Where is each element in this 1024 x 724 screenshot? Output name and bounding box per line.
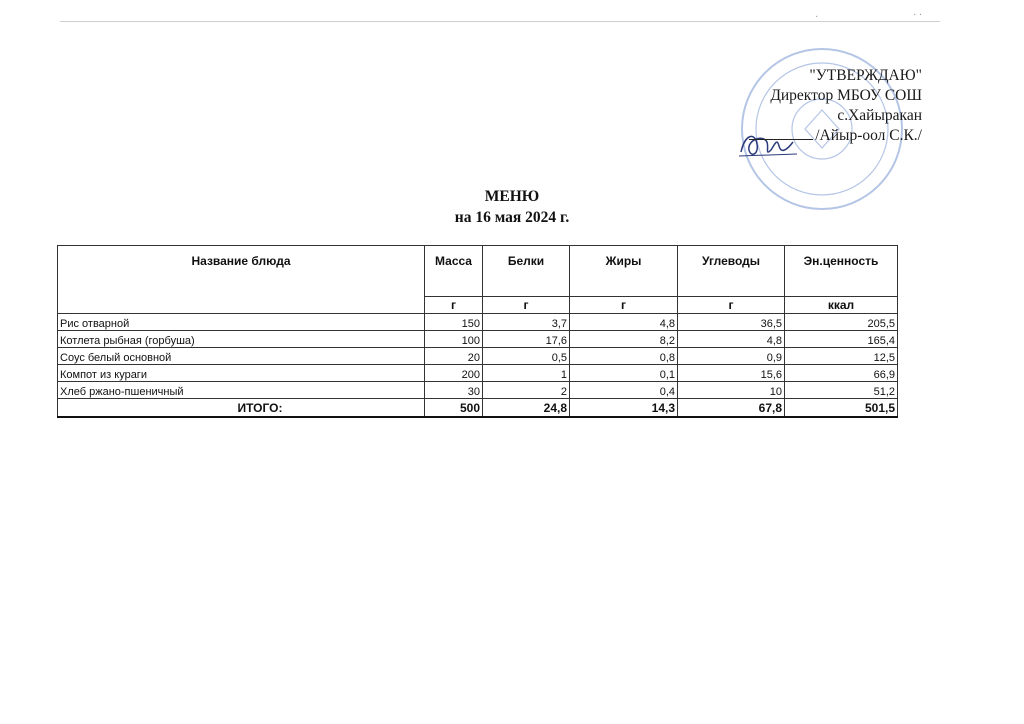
page-title: МЕНЮ (484, 188, 540, 205)
dish-fat: 8,2 (570, 331, 678, 348)
dish-name: Хлеб ржано-пшеничный (58, 382, 425, 399)
dish-protein: 3,7 (483, 314, 570, 331)
approval-position: Директор МБОУ СОШ (770, 87, 922, 104)
dish-carbs: 15,6 (678, 365, 785, 382)
unit-carbs: г (678, 297, 785, 314)
dish-mass: 200 (425, 365, 483, 382)
unit-mass: г (425, 297, 483, 314)
table-total-row (58, 399, 898, 418)
table-row (58, 331, 898, 348)
dish-energy: 165,4 (785, 331, 898, 348)
total-label: ИТОГО: (58, 399, 425, 418)
table-header-row (58, 246, 898, 297)
dish-mass: 150 (425, 314, 483, 331)
dish-energy: 205,5 (785, 314, 898, 331)
dish-mass: 30 (425, 382, 483, 399)
header-carbs: Углеводы (678, 246, 785, 297)
header-fat: Жиры (570, 246, 678, 297)
dish-name: Соус белый основной (58, 348, 425, 365)
dish-name: Рис отварной (58, 314, 425, 331)
dish-fat: 0,4 (570, 382, 678, 399)
dish-name: Котлета рыбная (горбуша) (58, 331, 425, 348)
unit-energy: ккал (785, 297, 898, 314)
dish-protein: 1 (483, 365, 570, 382)
approval-heading: "УТВЕРЖДАЮ" (809, 67, 922, 84)
dish-fat: 0,8 (570, 348, 678, 365)
dish-protein: 0,5 (483, 348, 570, 365)
page-top-border (60, 21, 940, 22)
dish-mass: 20 (425, 348, 483, 365)
header-mass: Масса (425, 246, 483, 297)
header-dish-name: Название блюда (58, 246, 425, 314)
dish-protein: 2 (483, 382, 570, 399)
total-protein: 24,8 (483, 399, 570, 418)
menu-table (57, 245, 898, 418)
dish-energy: 12,5 (785, 348, 898, 365)
page-subtitle-date: на 16 мая 2024 г. (454, 209, 570, 226)
dish-carbs: 36,5 (678, 314, 785, 331)
dish-carbs: 10 (678, 382, 785, 399)
dish-energy: 51,2 (785, 382, 898, 399)
total-fat: 14,3 (570, 399, 678, 418)
dish-mass: 100 (425, 331, 483, 348)
table-row (58, 348, 898, 365)
total-energy: 501,5 (785, 399, 898, 418)
signature-underline (749, 127, 813, 140)
total-carbs: 67,8 (678, 399, 785, 418)
total-mass: 500 (425, 399, 483, 418)
table-row (58, 382, 898, 399)
dish-protein: 17,6 (483, 331, 570, 348)
dish-carbs: 4,8 (678, 331, 785, 348)
approval-director-name: /Айыр-оол С.К./ (815, 127, 922, 144)
approval-village: с.Хайыракан (837, 107, 922, 124)
dish-fat: 4,8 (570, 314, 678, 331)
approval-signature-line (700, 126, 922, 146)
unit-protein: г (483, 297, 570, 314)
table-row (58, 365, 898, 382)
header-energy: Эн.ценность (785, 246, 898, 297)
header-protein: Белки (483, 246, 570, 297)
unit-fat: г (570, 297, 678, 314)
scan-speck: · (815, 12, 819, 23)
dish-carbs: 0,9 (678, 348, 785, 365)
dish-fat: 0,1 (570, 365, 678, 382)
scan-speck: · · (913, 10, 923, 21)
table-row (58, 314, 898, 331)
dish-energy: 66,9 (785, 365, 898, 382)
approval-block (700, 66, 922, 146)
dish-name: Компот из кураги (58, 365, 425, 382)
